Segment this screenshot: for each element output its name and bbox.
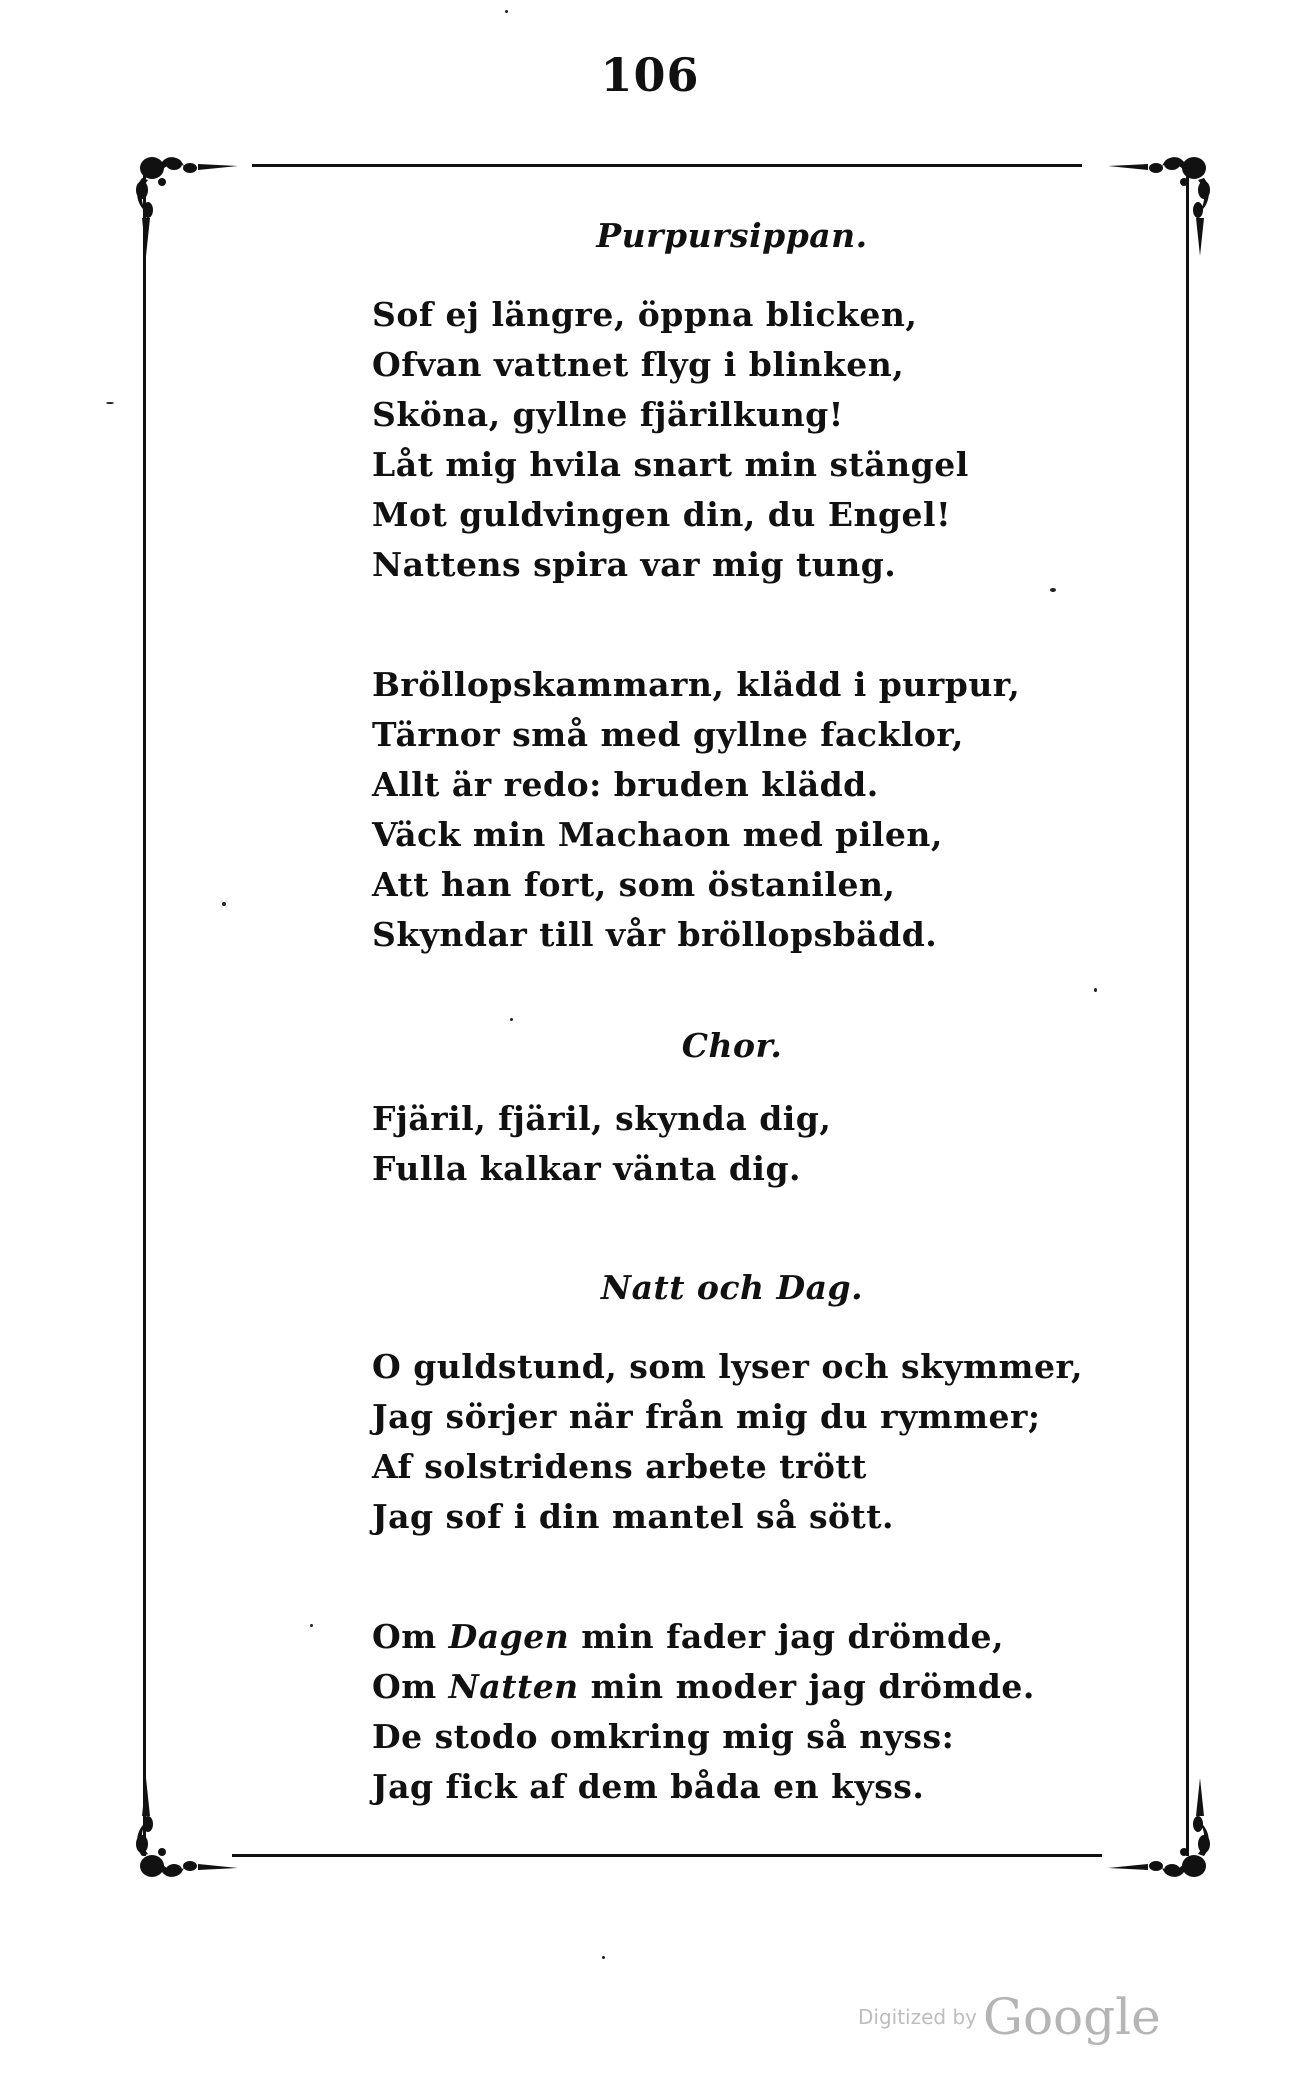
verse-line: Fjäril, fjäril, skynda dig, [372,1099,832,1138]
bottom-rule [232,1854,1102,1857]
verse-line: De stodo omkring mig så nyss: [372,1717,955,1756]
floral-corner-ornament-icon [1098,148,1218,258]
verse-line: Fulla kalkar vänta dig. [372,1149,802,1188]
verse-line: Nattens spira var mig tung. [372,545,897,584]
verse-line: Låt mig hvila snart min stängel [372,445,969,484]
poem-title-natt-och-dag: Natt och Dag. [600,1268,864,1307]
floral-corner-ornament-icon [1098,1776,1218,1886]
verse-line: Jag fick af dem båda en kyss. [372,1767,925,1806]
scan-speck [1050,588,1056,592]
verse-line [372,1612,1092,1662]
poem-content [372,200,1092,1812]
stanza [372,660,1092,960]
verse-text: min moder jag drömde. [578,1667,1035,1706]
verse-line: Sof ej längre, öppna blicken, [372,295,918,334]
page-number: 106 [600,48,700,102]
verse-line: Allt är redo: bruden klädd. [372,765,879,804]
verse-line: Sköna, gyllne fjärilkung! [372,395,844,434]
verse-line: Tärnor små med gyllne facklor, [372,715,964,754]
verse-line: O guldstund, som lyser och skymmer, [372,1347,1083,1386]
verse-line: Väck min Machaon med pilen, [372,815,943,854]
floral-corner-ornament-icon [128,1776,248,1886]
watermark-prefix: Digitized by [858,2005,977,2029]
scan-speck [310,1624,313,1627]
poem-title-chor: Chor. [681,1026,783,1065]
scan-speck [602,1956,605,1959]
scan-speck [510,1018,513,1021]
verse-line: Mot guldvingen din, du Engel! [372,495,952,534]
verse-text: Om [372,1667,449,1706]
google-watermark [858,1988,1161,2046]
scan-speck [106,402,114,404]
floral-corner-ornament-icon [128,148,248,258]
verse-line: Jag sof i din mantel så sött. [372,1497,895,1536]
verse-text: Om [372,1617,449,1656]
scan-speck [222,902,226,906]
top-rule [252,164,1082,167]
google-logo: Google [983,1988,1161,2046]
scan-speck [505,10,508,13]
emphasized-word: Natten [448,1667,579,1706]
verse-line: Jag sörjer när från mig du rymmer; [372,1397,1041,1436]
verse-text: min fader jag drömde, [569,1617,1004,1656]
verse-line: Ofvan vattnet flyg i blinken, [372,345,905,384]
verse-line [372,1662,1092,1712]
stanza [372,1342,1092,1542]
scan-speck [1094,988,1097,992]
verse-line: Skyndar till vår bröllopsbädd. [372,915,938,954]
stanza [372,1094,1092,1194]
stanza [372,1612,1092,1812]
stanza [372,290,1092,590]
verse-line: Att han fort, som östanilen, [372,865,896,904]
emphasized-word: Dagen [448,1617,570,1656]
verse-line: Af solstridens arbete trött [372,1447,867,1486]
poem-title-purpursippan: Purpursippan. [596,216,868,255]
verse-line: Bröllopskammarn, klädd i purpur, [372,665,1021,704]
